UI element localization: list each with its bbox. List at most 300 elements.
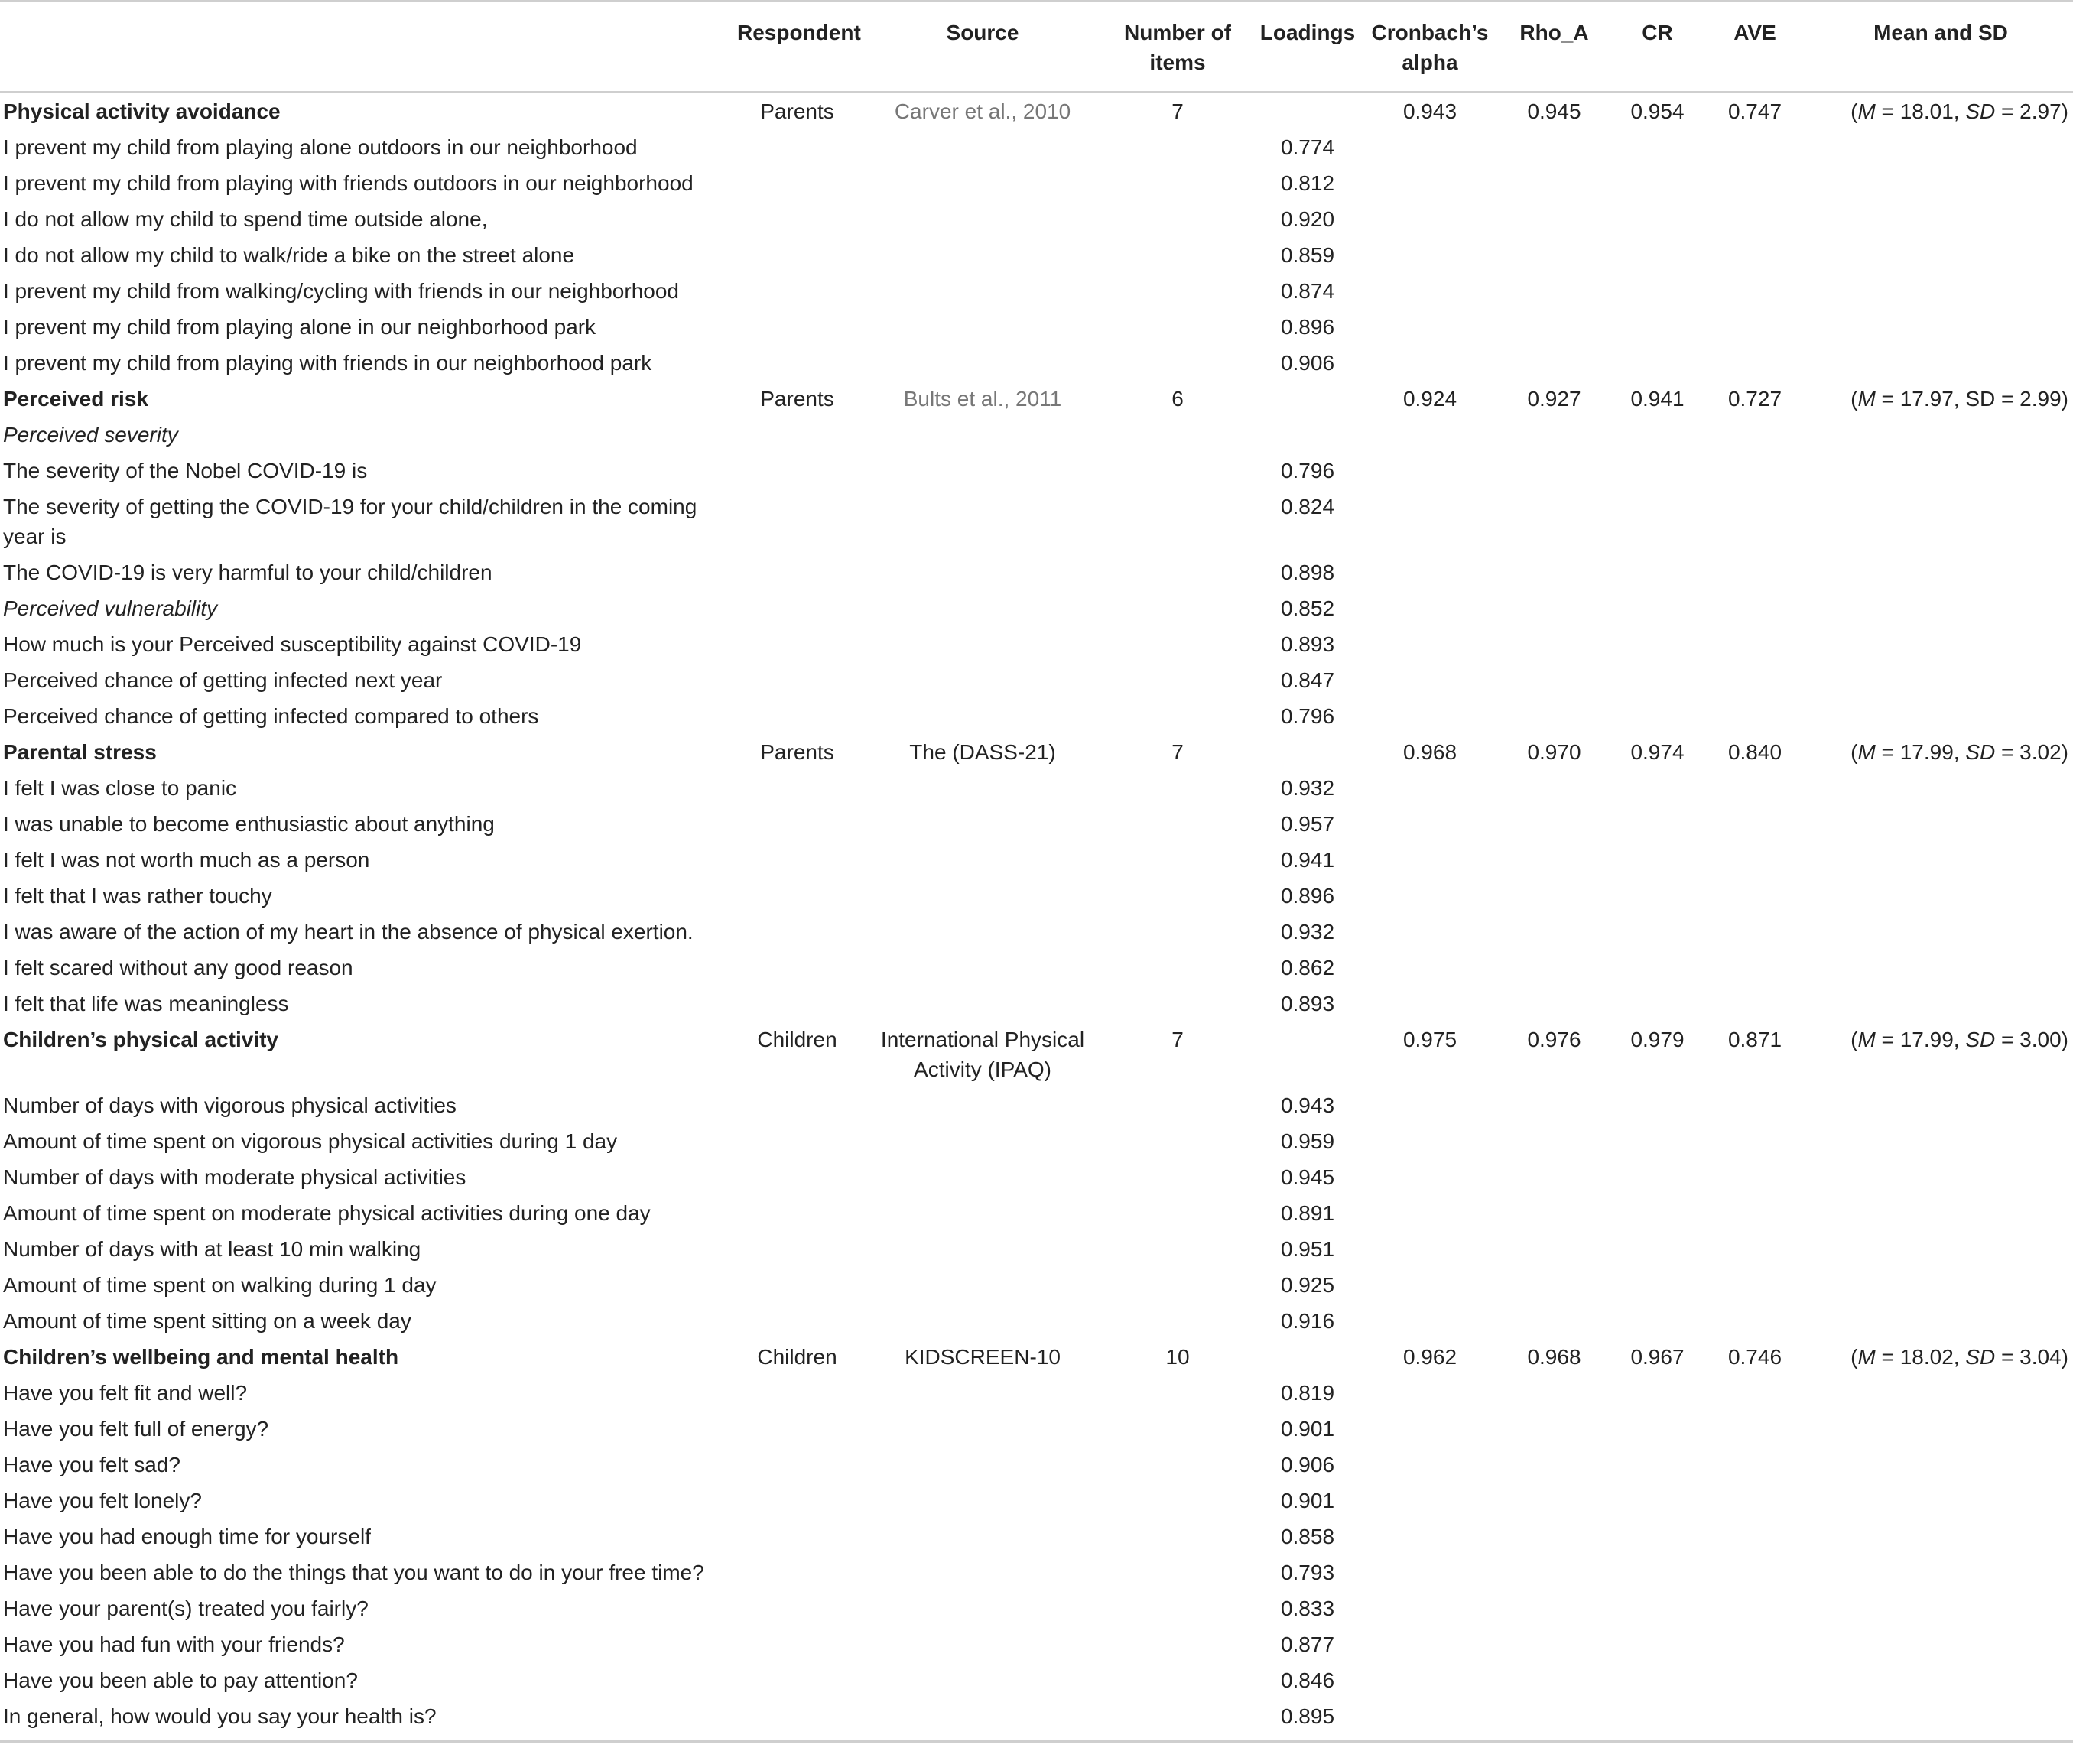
table-row	[0, 914, 2073, 950]
source-cell	[860, 1519, 1105, 1554]
mean-value: 17.99	[1899, 1028, 1954, 1051]
mean-sd-label: =	[1995, 1345, 2020, 1369]
rho-a-cell	[1495, 1554, 1613, 1590]
header-rho-a: Rho_A	[1495, 2, 1613, 93]
mean-sd-cell	[1808, 1087, 2073, 1123]
cr-cell	[1613, 770, 1701, 806]
number-of-items-cell	[1105, 770, 1250, 806]
rho-a-cell	[1495, 489, 1613, 554]
table-row	[0, 770, 2073, 806]
number-of-items-cell	[1105, 1267, 1250, 1303]
mean-sd-label: =	[1875, 99, 1900, 123]
mean-sd-cell	[1808, 1554, 2073, 1590]
cr-cell: 0.967	[1630, 1345, 1685, 1369]
cr-cell	[1613, 201, 1701, 237]
number-of-items-cell	[1105, 1231, 1250, 1267]
rho-a-cell	[1495, 590, 1613, 626]
cr-cell	[1613, 1483, 1701, 1519]
ave-cell	[1701, 1195, 1808, 1231]
mean-sd-label: =	[1875, 740, 1900, 764]
respondent-cell	[734, 1231, 860, 1267]
number-of-items-cell	[1105, 878, 1250, 914]
respondent-cell: Children	[757, 1345, 837, 1369]
loading-cell: 0.943	[1280, 1093, 1335, 1117]
cr-cell	[1613, 489, 1701, 554]
rho-a-cell	[1495, 1519, 1613, 1554]
cr-cell	[1613, 273, 1701, 309]
loading-cell	[1250, 381, 1365, 417]
respondent-cell	[734, 590, 860, 626]
loading-cell: 0.858	[1280, 1525, 1335, 1548]
loading-cell: 0.793	[1280, 1561, 1335, 1584]
mean-sd-cell	[1808, 590, 2073, 626]
rho-a-cell: 0.927	[1527, 387, 1581, 411]
number-of-items-cell	[1105, 1159, 1250, 1195]
mean-sd-cell	[1808, 1195, 2073, 1231]
mean-sd-label: =	[1995, 387, 2020, 411]
loading-cell: 0.833	[1280, 1597, 1335, 1620]
ave-cell	[1701, 345, 1808, 381]
respondent-cell	[734, 554, 860, 590]
cronbach-alpha-cell	[1365, 1519, 1495, 1554]
rho-a-cell	[1495, 417, 1613, 453]
cronbach-alpha-cell	[1365, 1375, 1495, 1411]
cr-cell	[1613, 590, 1701, 626]
rho-a-cell	[1495, 878, 1613, 914]
rho-a-cell	[1495, 345, 1613, 381]
loading-cell: 0.852	[1280, 596, 1335, 620]
mean-sd-cell	[1808, 1123, 2073, 1159]
rho-a-cell	[1495, 1483, 1613, 1519]
loading-cell: 0.891	[1280, 1201, 1335, 1225]
number-of-items-cell	[1105, 165, 1250, 201]
source-cell	[860, 770, 1105, 806]
number-of-items-cell	[1105, 806, 1250, 842]
cr-cell	[1613, 1590, 1701, 1626]
table-body	[0, 93, 2073, 1742]
cr-cell	[1613, 1698, 1701, 1742]
number-of-items-cell	[1105, 1626, 1250, 1662]
respondent-cell	[734, 1447, 860, 1483]
respondent-cell	[734, 129, 860, 165]
item-text: I prevent my child from playing with friends in our neighborhood park	[3, 351, 652, 375]
item-text: The COVID-19 is very harmful to your child/children	[3, 560, 492, 584]
loading-cell: 0.846	[1280, 1668, 1335, 1692]
respondent-cell: Parents	[760, 99, 834, 123]
construct-row	[0, 734, 2073, 770]
number-of-items-cell: 7	[1171, 99, 1184, 123]
loading-cell: 0.893	[1280, 632, 1335, 656]
respondent-cell	[734, 1195, 860, 1231]
cr-cell	[1613, 1087, 1701, 1123]
table-row	[0, 1123, 2073, 1159]
rho-a-cell	[1495, 1662, 1613, 1698]
respondent-cell	[734, 1483, 860, 1519]
cr-cell: 0.974	[1630, 740, 1685, 764]
ave-cell: 0.727	[1727, 387, 1782, 411]
loading-cell	[1250, 734, 1365, 770]
mean-sd-label: ,	[1953, 1028, 1966, 1051]
ave-cell	[1701, 489, 1808, 554]
loading-cell: 0.847	[1280, 668, 1335, 692]
number-of-items-cell: 7	[1171, 740, 1184, 764]
number-of-items-cell	[1105, 1554, 1250, 1590]
rho-a-cell	[1495, 1590, 1613, 1626]
ave-cell	[1701, 453, 1808, 489]
ave-cell	[1701, 1375, 1808, 1411]
table-row	[0, 237, 2073, 273]
construct-name: Parental stress	[3, 740, 157, 764]
loading-cell: 0.898	[1280, 560, 1335, 584]
mean-sd-cell	[1808, 1375, 2073, 1411]
source-cell	[860, 1303, 1105, 1339]
table-row	[0, 806, 2073, 842]
loading-cell: 0.859	[1280, 243, 1335, 267]
source-cell	[860, 1554, 1105, 1590]
source-cell	[860, 626, 1105, 662]
item-text: I felt that life was meaningless	[3, 992, 289, 1015]
cronbach-alpha-cell	[1365, 345, 1495, 381]
cr-cell	[1613, 1159, 1701, 1195]
mean-sd-cell	[1808, 626, 2073, 662]
source-cell	[860, 1267, 1105, 1303]
cr-cell	[1613, 1303, 1701, 1339]
number-of-items-cell	[1105, 1590, 1250, 1626]
cronbach-alpha-cell	[1365, 626, 1495, 662]
source-cell	[860, 345, 1105, 381]
mean-sd-label: =	[1875, 1345, 1900, 1369]
number-of-items-cell	[1105, 842, 1250, 878]
cronbach-alpha-cell	[1365, 165, 1495, 201]
cr-cell	[1613, 165, 1701, 201]
source-cell	[860, 986, 1105, 1022]
respondent-cell	[734, 273, 860, 309]
mean-sd-cell	[1808, 129, 2073, 165]
sd-value: 2.97	[2019, 99, 2062, 123]
item-text: I do not allow my child to walk/ride a bike on the street alone	[3, 243, 575, 267]
mean-sd-label: =	[1995, 99, 2020, 123]
ave-cell	[1701, 986, 1808, 1022]
subconstruct-row	[0, 417, 2073, 453]
table-row	[0, 489, 2073, 554]
number-of-items-cell	[1105, 950, 1250, 986]
item-text: I prevent my child from playing alone outdoors in our neighborhood	[3, 135, 638, 159]
rho-a-cell	[1495, 1231, 1613, 1267]
respondent-cell: Children	[757, 1028, 837, 1051]
cr-cell	[1613, 309, 1701, 345]
subconstruct-row	[0, 590, 2073, 626]
number-of-items-cell	[1105, 698, 1250, 734]
table-row	[0, 1590, 2073, 1626]
loading-cell: 0.877	[1280, 1632, 1335, 1656]
cronbach-alpha-cell	[1365, 417, 1495, 453]
mean-sd-label: M	[1857, 1345, 1876, 1369]
table-row	[0, 1483, 2073, 1519]
cr-cell	[1613, 554, 1701, 590]
table-row	[0, 1519, 2073, 1554]
table-row	[0, 698, 2073, 734]
mean-sd-label: ,	[1953, 1345, 1966, 1369]
respondent-cell	[734, 1626, 860, 1662]
rho-a-cell: 0.945	[1527, 99, 1581, 123]
mean-sd-label: M	[1857, 387, 1876, 411]
loading-cell: 0.796	[1280, 459, 1335, 482]
rho-a-cell	[1495, 1303, 1613, 1339]
source-cell	[860, 201, 1105, 237]
cronbach-alpha-cell	[1365, 950, 1495, 986]
ave-cell	[1701, 1483, 1808, 1519]
rho-a-cell	[1495, 1411, 1613, 1447]
mean-sd-cell	[1808, 1022, 2073, 1087]
header-mean-sd: Mean and SD	[1808, 2, 2073, 93]
number-of-items-cell	[1105, 453, 1250, 489]
number-of-items-cell	[1105, 590, 1250, 626]
rho-a-cell: 0.970	[1527, 740, 1581, 764]
respondent-cell	[734, 1590, 860, 1626]
mean-sd-cell	[1808, 1519, 2073, 1554]
table-row	[0, 129, 2073, 165]
mean-sd-label: =	[1875, 387, 1900, 411]
loading-cell: 0.920	[1280, 207, 1335, 231]
mean-sd-cell	[1808, 1662, 2073, 1698]
cr-cell: 0.941	[1630, 387, 1685, 411]
respondent-cell	[734, 1375, 860, 1411]
loading-cell: 0.895	[1250, 1698, 1365, 1742]
source-cell	[860, 129, 1105, 165]
cronbach-alpha-cell	[1365, 1590, 1495, 1626]
cronbach-alpha-cell	[1365, 1662, 1495, 1698]
mean-sd-label: (	[1850, 387, 1858, 411]
loading-cell: 0.957	[1280, 812, 1335, 836]
mean-sd-cell	[1808, 986, 2073, 1022]
number-of-items-cell	[1105, 1519, 1250, 1554]
mean-sd-cell	[1808, 1483, 2073, 1519]
item-text: In general, how would you say your health is?	[0, 1698, 734, 1742]
ave-cell	[1701, 770, 1808, 806]
item-text: I was aware of the action of my heart in the absence of physical exertion.	[3, 920, 694, 944]
mean-sd-label: ,	[1953, 387, 1966, 411]
rho-a-cell	[1495, 770, 1613, 806]
rho-a-cell: 0.968	[1527, 1345, 1581, 1369]
table-row	[0, 1267, 2073, 1303]
ave-cell	[1701, 1087, 1808, 1123]
cronbach-alpha-cell	[1365, 1483, 1495, 1519]
respondent-cell	[734, 842, 860, 878]
rho-a-cell	[1495, 986, 1613, 1022]
loading-cell: 0.932	[1280, 776, 1335, 800]
mean-sd-label: )	[2061, 387, 2068, 411]
mean-sd-cell	[1808, 201, 2073, 237]
cronbach-alpha-cell	[1365, 453, 1495, 489]
construct-row	[0, 381, 2073, 417]
table-row	[0, 626, 2073, 662]
mean-sd-cell	[1808, 345, 2073, 381]
cronbach-alpha-cell	[1365, 806, 1495, 842]
item-text: Have you felt lonely?	[3, 1489, 202, 1512]
loading-cell: 0.896	[1280, 884, 1335, 908]
table-row	[0, 878, 2073, 914]
loading-cell: 0.862	[1280, 956, 1335, 979]
respondent-cell	[734, 662, 860, 698]
header-source: Source	[860, 2, 1105, 93]
loading-cell: 0.959	[1280, 1129, 1335, 1153]
ave-cell	[1701, 165, 1808, 201]
respondent-cell	[734, 1554, 860, 1590]
respondent-cell	[734, 453, 860, 489]
item-text: I felt that I was rather touchy	[3, 884, 272, 908]
loading-cell: 0.901	[1280, 1489, 1335, 1512]
loading-cell: 0.819	[1280, 1381, 1335, 1405]
source-cell	[860, 1159, 1105, 1195]
item-text: Have you been able to pay attention?	[3, 1668, 358, 1692]
source-cell: KIDSCREEN-10	[905, 1345, 1061, 1369]
cr-cell	[1613, 1519, 1701, 1554]
mean-sd-cell	[1808, 842, 2073, 878]
number-of-items-cell	[1105, 237, 1250, 273]
respondent-cell	[734, 914, 860, 950]
number-of-items-cell	[1105, 1483, 1250, 1519]
rho-a-cell	[1495, 662, 1613, 698]
loading-cell: 0.916	[1280, 1309, 1335, 1333]
sd-value: 2.99	[2019, 387, 2062, 411]
rho-a-cell	[1495, 806, 1613, 842]
ave-cell	[1701, 273, 1808, 309]
cronbach-alpha-cell	[1365, 273, 1495, 309]
respondent-cell	[734, 1519, 860, 1554]
cronbach-alpha-cell	[1365, 489, 1495, 554]
ave-cell	[1701, 237, 1808, 273]
source-cell	[860, 309, 1105, 345]
source-cell	[860, 1626, 1105, 1662]
cr-cell	[1613, 806, 1701, 842]
mean-sd-cell	[1808, 914, 2073, 950]
item-text: Amount of time spent on vigorous physical activities during 1 day	[3, 1129, 618, 1153]
item-text: Have your parent(s) treated you fairly?	[3, 1597, 369, 1620]
table-row	[0, 1159, 2073, 1195]
mean-sd-label: (	[1850, 740, 1858, 764]
loading-cell: 0.906	[1280, 351, 1335, 375]
cr-cell	[1613, 626, 1701, 662]
table-row	[0, 165, 2073, 201]
table-row	[0, 1411, 2073, 1447]
rho-a-cell	[1495, 201, 1613, 237]
rho-a-cell	[1495, 626, 1613, 662]
sd-value: 3.00	[2019, 1028, 2062, 1051]
item-text: I prevent my child from playing with friends outdoors in our neighborhood	[3, 171, 694, 195]
number-of-items-cell	[1105, 417, 1250, 453]
cr-cell	[1613, 453, 1701, 489]
item-text: I felt I was not worth much as a person	[3, 848, 370, 872]
table-row	[0, 309, 2073, 345]
ave-cell	[1701, 1662, 1808, 1698]
cronbach-alpha-cell	[1365, 1447, 1495, 1483]
respondent-cell	[734, 698, 860, 734]
respondent-cell	[734, 986, 860, 1022]
number-of-items-cell	[1105, 1087, 1250, 1123]
mean-sd-cell	[1808, 1590, 2073, 1626]
ave-cell	[1701, 806, 1808, 842]
item-text: I prevent my child from playing alone in our neighborhood park	[3, 315, 596, 339]
ave-cell	[1701, 1411, 1808, 1447]
cronbach-alpha-cell	[1365, 554, 1495, 590]
respondent-cell	[734, 201, 860, 237]
table-row	[0, 662, 2073, 698]
rho-a-cell	[1495, 1698, 1613, 1742]
cr-cell	[1613, 129, 1701, 165]
cronbach-alpha-cell	[1365, 1159, 1495, 1195]
ave-cell: 0.871	[1727, 1028, 1782, 1051]
item-text: Number of days with moderate physical activities	[3, 1165, 466, 1189]
cr-cell: 0.954	[1630, 99, 1685, 123]
mean-sd-label: SD	[1965, 99, 1996, 123]
cronbach-alpha-cell: 0.962	[1402, 1345, 1457, 1369]
cr-cell	[1613, 698, 1701, 734]
cr-cell	[1613, 1123, 1701, 1159]
cr-cell	[1613, 1267, 1701, 1303]
loading-cell: 0.824	[1280, 495, 1335, 518]
header-loadings: Loadings	[1250, 2, 1365, 93]
table-row	[0, 1231, 2073, 1267]
cr-cell	[1613, 237, 1701, 273]
ave-cell	[1701, 1554, 1808, 1590]
respondent-cell	[734, 878, 860, 914]
source-cell	[860, 698, 1105, 734]
mean-value: 17.97	[1899, 387, 1954, 411]
respondent-cell	[734, 626, 860, 662]
cr-cell	[1613, 914, 1701, 950]
number-of-items-cell	[1105, 1303, 1250, 1339]
table-row	[0, 453, 2073, 489]
cr-cell: 0.979	[1630, 1028, 1685, 1051]
ave-cell	[1701, 914, 1808, 950]
source-cell	[860, 1590, 1105, 1626]
loading-cell: 0.941	[1280, 848, 1335, 872]
mean-sd-cell	[1808, 1447, 2073, 1483]
source-cell	[860, 1375, 1105, 1411]
cr-cell	[1613, 417, 1701, 453]
header-ave: AVE	[1701, 2, 1808, 93]
number-of-items-cell: 7	[1171, 1028, 1184, 1051]
cronbach-alpha-cell	[1365, 1231, 1495, 1267]
respondent-cell	[734, 1303, 860, 1339]
loading-cell: 0.796	[1280, 704, 1335, 728]
rho-a-cell	[1495, 950, 1613, 986]
respondent-cell	[734, 417, 860, 453]
mean-sd-cell	[1808, 770, 2073, 806]
respondent-cell	[734, 237, 860, 273]
ave-cell	[1701, 1303, 1808, 1339]
item-text: The severity of getting the COVID-19 for your child/children in the coming year is	[3, 495, 697, 548]
cronbach-alpha-cell: 0.968	[1402, 740, 1457, 764]
ave-cell	[1701, 950, 1808, 986]
cronbach-alpha-cell	[1365, 129, 1495, 165]
number-of-items-cell	[1105, 1411, 1250, 1447]
cronbach-alpha-cell	[1365, 1087, 1495, 1123]
ave-cell: 0.840	[1727, 740, 1782, 764]
loading-cell: 0.893	[1280, 992, 1335, 1015]
source-cell	[860, 950, 1105, 986]
mean-sd-label: )	[2061, 99, 2068, 123]
ave-cell	[1701, 201, 1808, 237]
item-text: I was unable to become enthusiastic about anything	[3, 812, 495, 836]
number-of-items-cell	[1105, 1698, 1250, 1742]
mean-sd-cell	[1808, 1698, 2073, 1742]
mean-sd-cell	[1808, 1339, 2073, 1375]
table-row	[0, 1375, 2073, 1411]
mean-sd-cell	[1808, 554, 2073, 590]
cronbach-alpha-cell	[1365, 1123, 1495, 1159]
respondent-cell	[734, 1087, 860, 1123]
